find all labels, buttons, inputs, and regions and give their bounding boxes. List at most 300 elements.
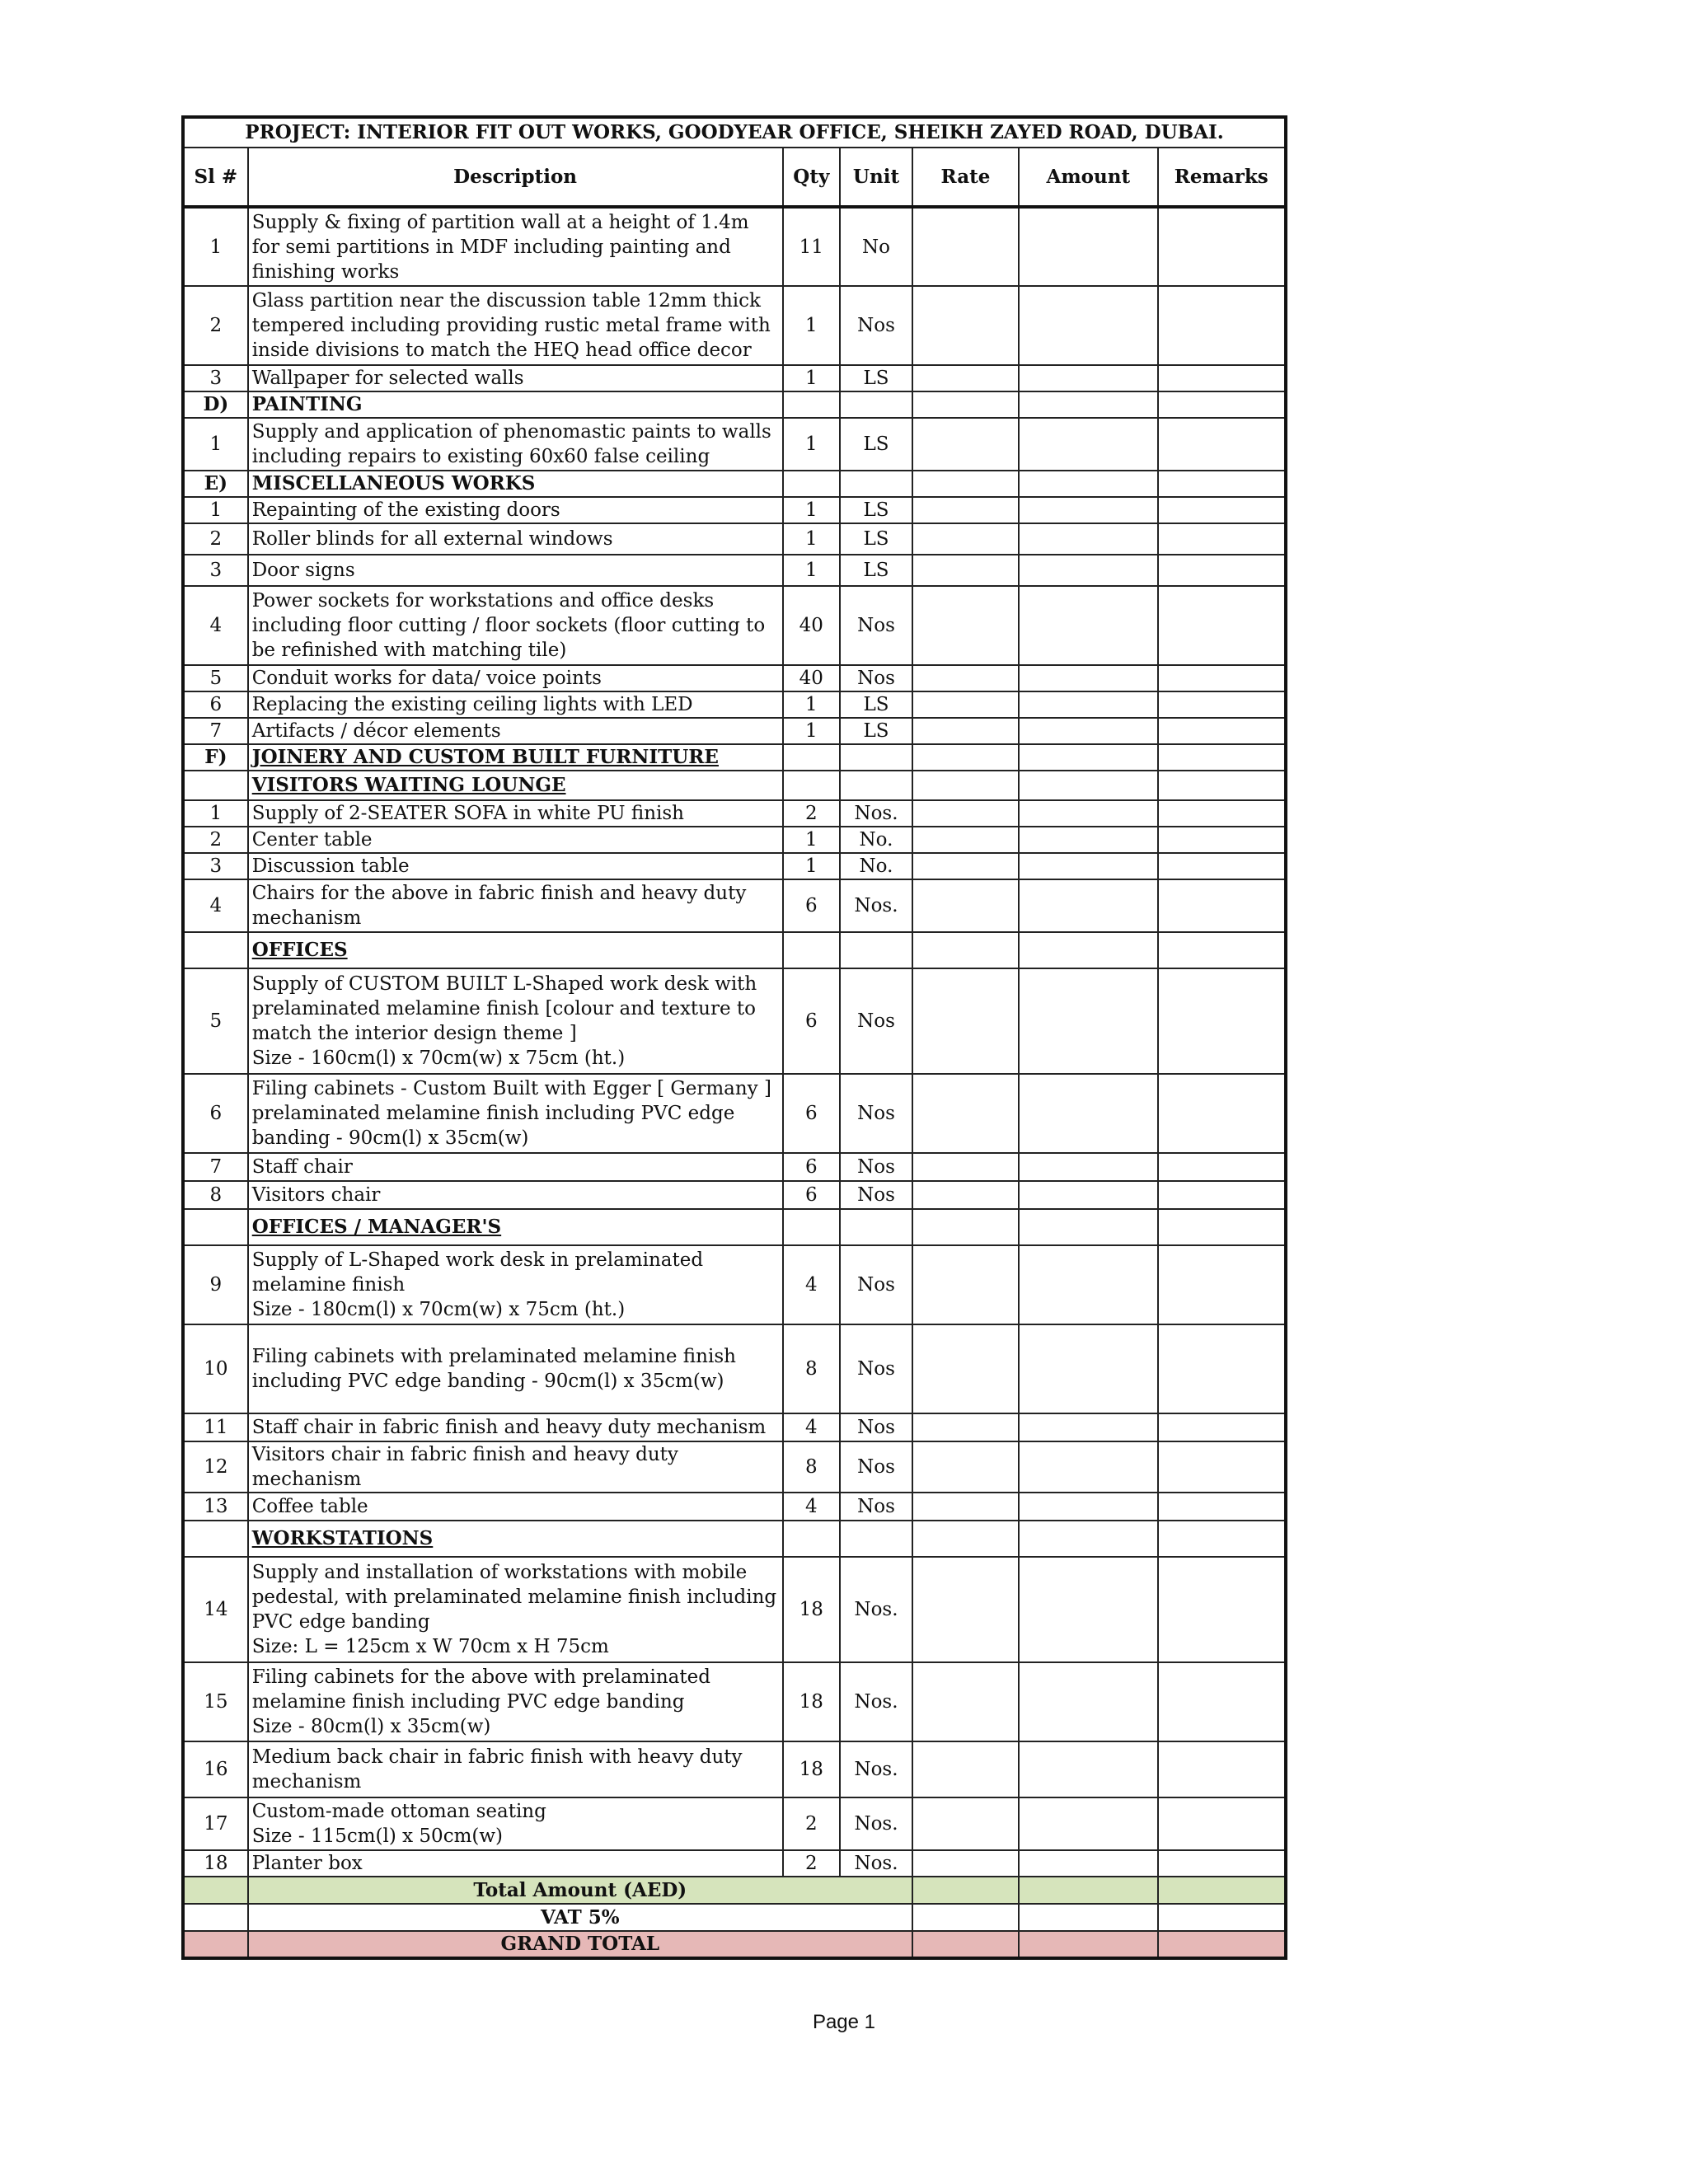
cell-rate [912,586,1019,665]
cell-remarks [1158,1662,1286,1741]
table-row [183,391,1286,418]
cell-unit: Nos [840,1245,912,1324]
cell-description: Conduit works for data/ voice points [248,665,783,691]
cell-sl: D) [183,391,248,418]
cell-description: Filing cabinets for the above with prelaminated melamine finish including PVC edge banding Size - 80cm(l) x 35cm(w) [248,1662,783,1741]
cell-amount [1019,1931,1158,1958]
cell-rate [912,827,1019,853]
cell-rate [912,471,1019,497]
page-number: Page 1 [812,2011,876,2033]
cell-remarks [1158,391,1286,418]
cell-unit: Nos [840,1441,912,1493]
cell-unit: Nos [840,1324,912,1413]
cell-sl: 5 [183,665,248,691]
cell-description: Artifacts / décor elements [248,718,783,744]
table-row [183,691,1286,718]
cell-unit: Nos [840,1493,912,1521]
cell-unit: Nos. [840,1741,912,1797]
cell-amount [1019,853,1158,879]
cell-rate [912,879,1019,932]
cell-amount [1019,1441,1158,1493]
cell-amount [1019,1324,1158,1413]
vat-row [183,1904,1286,1931]
cell-qty [783,1521,841,1557]
cell-remarks [1158,1904,1286,1931]
cell-remarks [1158,1245,1286,1324]
header-description: Description [248,148,783,207]
cell-amount [1019,586,1158,665]
cell-sl [183,1521,248,1557]
cell-sl: 13 [183,1493,248,1521]
cell-unit: LS [840,365,912,391]
cell-description: Discussion table [248,853,783,879]
cell-remarks [1158,1850,1286,1877]
cell-rate [912,691,1019,718]
cell-amount [1019,665,1158,691]
cell-amount [1019,1904,1158,1931]
cell-remarks [1158,418,1286,471]
cell-remarks [1158,365,1286,391]
cell-qty [783,771,841,800]
cell-remarks [1158,1741,1286,1797]
cell-remarks [1158,1493,1286,1521]
cell-rate [912,497,1019,523]
cell-qty: 6 [783,1181,841,1209]
table-row [183,932,1286,968]
table-row [183,471,1286,497]
cell-description: Visitors chair [248,1181,783,1209]
cell-sl: F) [183,744,248,771]
cell-unit: No. [840,827,912,853]
cell-sl: 1 [183,207,248,286]
cell-description: Supply and installation of workstations with mobile pedestal, with prelaminated melamine finish including PVC edge banding Size: L = 125cm x W 70cm x H 75cm [248,1557,783,1662]
cell-description: Filing cabinets - Custom Built with Egger [ Germany ] prelaminated melamine finish including PVC edge banding - 90cm(l) x 35cm(w) [248,1074,783,1153]
cell-sl: 2 [183,523,248,555]
cell-unit: LS [840,497,912,523]
cell-description: Center table [248,827,783,853]
cell-rate [912,800,1019,827]
cell-sl: 3 [183,853,248,879]
cell-rate [912,1877,1019,1904]
header-row [183,148,1286,207]
table-row [183,1850,1286,1877]
cell-remarks [1158,1074,1286,1153]
cell-remarks [1158,771,1286,800]
cell-amount [1019,1557,1158,1662]
cell-remarks [1158,968,1286,1074]
cell-amount [1019,523,1158,555]
cell-rate [912,1181,1019,1209]
cell-unit: LS [840,718,912,744]
cell-rate [912,391,1019,418]
cell-description: Replacing the existing ceiling lights with LED [248,691,783,718]
table-row [183,718,1286,744]
cell-rate [912,1153,1019,1181]
cell-description: Repainting of the existing doors [248,497,783,523]
cell-remarks [1158,1209,1286,1245]
cell-sl: 15 [183,1662,248,1741]
cell-amount [1019,879,1158,932]
cell-description: Supply of CUSTOM BUILT L-Shaped work desk with prelaminated melamine finish [colour and texture to match the interior design theme ] Size - 160cm(l) x 70cm(w) x 75cm (ht.) [248,968,783,1074]
cell-amount [1019,744,1158,771]
cell-amount [1019,286,1158,365]
cell-description: Supply & fixing of partition wall at a height of 1.4m for semi partitions in MDF including painting and finishing works [248,207,783,286]
table-row [183,1741,1286,1797]
cell-remarks [1158,1441,1286,1493]
cell-qty: 4 [783,1493,841,1521]
cell-description: Door signs [248,555,783,586]
cell-remarks [1158,555,1286,586]
cell-description: MISCELLANEOUS WORKS [248,471,783,497]
cell-amount [1019,418,1158,471]
table-row [183,853,1286,879]
cell-rate [912,555,1019,586]
cell-sl: 12 [183,1441,248,1493]
cell-sl: 5 [183,968,248,1074]
cell-description: JOINERY AND CUSTOM BUILT FURNITURE [248,744,783,771]
cell-remarks [1158,286,1286,365]
cell-remarks [1158,665,1286,691]
vat-label: VAT 5% [248,1904,912,1931]
cell-description: Planter box [248,1850,783,1877]
cell-sl: 6 [183,691,248,718]
cell-unit [840,471,912,497]
cell-remarks [1158,718,1286,744]
cell-rate [912,1413,1019,1441]
cell-qty: 1 [783,497,841,523]
table-row [183,586,1286,665]
cell-sl: 10 [183,1324,248,1413]
cell-rate [912,1557,1019,1662]
cell-amount [1019,1521,1158,1557]
cell-amount [1019,932,1158,968]
cell-unit: No [840,207,912,286]
table-row [183,365,1286,391]
cell-sl: 3 [183,555,248,586]
cell-qty: 2 [783,1797,841,1850]
bill-of-quantities-table [181,115,1287,1960]
cell-amount [1019,1797,1158,1850]
table-body [183,117,1286,1958]
cell-qty: 11 [783,207,841,286]
cell-rate [912,968,1019,1074]
cell-remarks [1158,932,1286,968]
cell-sl: 7 [183,1153,248,1181]
cell-rate [912,771,1019,800]
cell-sl: 14 [183,1557,248,1662]
cell-amount [1019,1493,1158,1521]
cell-description: WORKSTATIONS [248,1521,783,1557]
cell-description: Medium back chair in fabric finish with heavy duty mechanism [248,1741,783,1797]
table-row [183,1074,1286,1153]
cell-amount [1019,555,1158,586]
cell-rate [912,523,1019,555]
cell-rate [912,1074,1019,1153]
cell-amount [1019,365,1158,391]
cell-unit: No. [840,853,912,879]
table-row [183,744,1286,771]
cell-qty: 18 [783,1662,841,1741]
cell-qty: 6 [783,968,841,1074]
table-row [183,1209,1286,1245]
cell-sl: 8 [183,1181,248,1209]
cell-rate [912,1493,1019,1521]
cell-description: Staff chair [248,1153,783,1181]
cell-remarks [1158,1931,1286,1958]
cell-qty: 1 [783,718,841,744]
cell-rate [912,665,1019,691]
cell-amount [1019,1153,1158,1181]
cell-qty: 18 [783,1557,841,1662]
cell-sl: 2 [183,827,248,853]
cell-sl: 1 [183,497,248,523]
cell-rate [912,1850,1019,1877]
cell-amount [1019,497,1158,523]
cell-unit: Nos. [840,879,912,932]
cell-remarks [1158,1181,1286,1209]
title-row [183,117,1286,148]
cell-sl: 6 [183,1074,248,1153]
cell-unit [840,744,912,771]
cell-unit: Nos [840,1413,912,1441]
grand-total-row [183,1931,1286,1958]
table-row [183,827,1286,853]
table-row [183,1797,1286,1850]
cell-unit: Nos [840,1153,912,1181]
cell-amount [1019,1181,1158,1209]
cell-rate [912,1245,1019,1324]
cell-description: PAINTING [248,391,783,418]
cell-remarks [1158,1521,1286,1557]
cell-remarks [1158,471,1286,497]
table-row [183,665,1286,691]
cell-remarks [1158,586,1286,665]
cell-amount [1019,771,1158,800]
cell-amount [1019,1850,1158,1877]
cell-description: OFFICES [248,932,783,968]
header-remarks: Remarks [1158,148,1286,207]
cell-description: OFFICES / MANAGER'S [248,1209,783,1245]
total-amount-row [183,1877,1286,1904]
cell-remarks [1158,827,1286,853]
cell-unit: Nos. [840,1797,912,1850]
cell-qty: 1 [783,827,841,853]
cell-rate [912,418,1019,471]
table-row [183,418,1286,471]
cell-qty: 2 [783,800,841,827]
cell-sl: 3 [183,365,248,391]
cell-amount [1019,471,1158,497]
table-row [183,1245,1286,1324]
cell-unit [840,1521,912,1557]
cell-rate [912,1324,1019,1413]
cell-amount [1019,391,1158,418]
cell-remarks [1158,1324,1286,1413]
cell-amount [1019,1074,1158,1153]
table-row [183,523,1286,555]
cell-qty [783,932,841,968]
table-row [183,1324,1286,1413]
cell-description: Filing cabinets with prelaminated melamine finish including PVC edge banding - 90cm(l) x 35cm(w) [248,1324,783,1413]
cell-rate [912,718,1019,744]
cell-sl: 9 [183,1245,248,1324]
table-row [183,1153,1286,1181]
cell-amount [1019,1877,1158,1904]
table-row [183,1441,1286,1493]
cell-unit: Nos [840,665,912,691]
cell-sl: 1 [183,800,248,827]
cell-unit: Nos [840,1074,912,1153]
cell-remarks [1158,497,1286,523]
total-amount-label: Total Amount (AED) [248,1877,912,1904]
cell-remarks [1158,800,1286,827]
table-row [183,1521,1286,1557]
table-row [183,555,1286,586]
cell-description: Chairs for the above in fabric finish and heavy duty mechanism [248,879,783,932]
cell-amount [1019,1741,1158,1797]
header-sl: Sl # [183,148,248,207]
cell-unit: LS [840,418,912,471]
cell-remarks [1158,1877,1286,1904]
cell-description: Supply and application of phenomastic paints to walls including repairs to existing 60x60 false ceiling [248,418,783,471]
cell-rate [912,1797,1019,1850]
cell-qty: 4 [783,1245,841,1324]
table-row [183,800,1286,827]
table-row [183,1557,1286,1662]
cell-sl: 7 [183,718,248,744]
cell-unit [840,771,912,800]
cell-sl [183,932,248,968]
grand-total-label: GRAND TOTAL [248,1931,912,1958]
cell-remarks [1158,853,1286,879]
cell-qty: 40 [783,665,841,691]
cell-description: Coffee table [248,1493,783,1521]
cell-unit: Nos [840,1181,912,1209]
cell-qty: 1 [783,523,841,555]
table-row [183,286,1286,365]
cell-qty: 40 [783,586,841,665]
cell-amount [1019,800,1158,827]
header-unit: Unit [840,148,912,207]
cell-unit: Nos [840,586,912,665]
cell-rate [912,744,1019,771]
cell-amount [1019,1245,1158,1324]
cell-remarks [1158,1797,1286,1850]
cell-remarks [1158,744,1286,771]
table-row [183,497,1286,523]
cell-unit [840,1209,912,1245]
cell-qty: 1 [783,286,841,365]
table-row [183,1493,1286,1521]
cell-qty: 1 [783,691,841,718]
cell-unit: LS [840,691,912,718]
cell-remarks [1158,1413,1286,1441]
cell-qty: 4 [783,1413,841,1441]
cell-sl [183,1209,248,1245]
cell-rate [912,365,1019,391]
cell-unit: Nos. [840,1850,912,1877]
cell-description: Power sockets for workstations and office desks including floor cutting / floor sockets (floor cutting to be refinished with matching tile) [248,586,783,665]
cell-sl: 1 [183,418,248,471]
table-row [183,207,1286,286]
cell-description: Roller blinds for all external windows [248,523,783,555]
cell-qty: 6 [783,879,841,932]
cell-sl [183,1877,248,1904]
cell-rate [912,1521,1019,1557]
cell-remarks [1158,1153,1286,1181]
header-rate: Rate [912,148,1019,207]
cell-qty [783,744,841,771]
cell-sl [183,1904,248,1931]
cell-sl: 4 [183,586,248,665]
table-row [183,771,1286,800]
cell-rate [912,853,1019,879]
cell-sl: E) [183,471,248,497]
cell-sl: 18 [183,1850,248,1877]
cell-qty: 1 [783,555,841,586]
cell-qty [783,1209,841,1245]
cell-sl: 4 [183,879,248,932]
table-row [183,968,1286,1074]
cell-remarks [1158,523,1286,555]
cell-sl: 11 [183,1413,248,1441]
cell-sl [183,1931,248,1958]
cell-remarks [1158,1557,1286,1662]
cell-rate [912,1931,1019,1958]
cell-qty: 8 [783,1324,841,1413]
cell-remarks [1158,879,1286,932]
cell-remarks [1158,207,1286,286]
cell-rate [912,1209,1019,1245]
cell-qty: 2 [783,1850,841,1877]
cell-unit: Nos. [840,1557,912,1662]
header-amount: Amount [1019,148,1158,207]
cell-unit [840,391,912,418]
cell-amount [1019,1413,1158,1441]
cell-amount [1019,1209,1158,1245]
cell-rate [912,1662,1019,1741]
cell-amount [1019,691,1158,718]
header-qty: Qty [783,148,841,207]
cell-amount [1019,968,1158,1074]
cell-amount [1019,718,1158,744]
table-row [183,879,1286,932]
cell-qty: 8 [783,1441,841,1493]
cell-sl: 2 [183,286,248,365]
cell-remarks [1158,691,1286,718]
cell-rate [912,286,1019,365]
cell-description: VISITORS WAITING LOUNGE [248,771,783,800]
table-row [183,1181,1286,1209]
cell-qty: 6 [783,1153,841,1181]
cell-qty [783,391,841,418]
cell-unit: Nos [840,968,912,1074]
cell-description: Supply of 2-SEATER SOFA in white PU finish [248,800,783,827]
cell-qty: 18 [783,1741,841,1797]
cell-qty [783,471,841,497]
cell-rate [912,1441,1019,1493]
cell-qty: 6 [783,1074,841,1153]
cell-description: Glass partition near the discussion table 12mm thick tempered including providing rustic metal frame with inside divisions to match the HEQ head office decor [248,286,783,365]
cell-sl [183,771,248,800]
cell-unit: LS [840,555,912,586]
cell-description: Supply of L-Shaped work desk in prelaminated melamine finish Size - 180cm(l) x 70cm(w) x 75cm (ht.) [248,1245,783,1324]
cell-amount [1019,827,1158,853]
cell-sl: 17 [183,1797,248,1850]
cell-description: Visitors chair in fabric finish and heavy duty mechanism [248,1441,783,1493]
cell-rate [912,1741,1019,1797]
cell-qty: 1 [783,853,841,879]
